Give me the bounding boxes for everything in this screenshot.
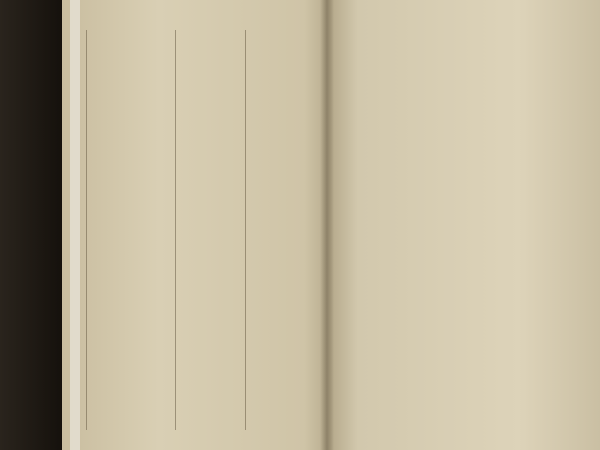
left-page: [80, 0, 320, 450]
column-rule: [245, 30, 246, 430]
right-page: [334, 0, 600, 450]
background-strip: [0, 0, 62, 450]
book-gutter: [320, 0, 334, 450]
right-section: [346, 40, 586, 430]
left-section-2: [180, 40, 245, 430]
column-rule: [86, 30, 87, 430]
left-section-1: [250, 40, 318, 430]
left-section-3: [90, 40, 175, 430]
binding-tape: [70, 0, 80, 450]
column-rule: [175, 30, 176, 430]
